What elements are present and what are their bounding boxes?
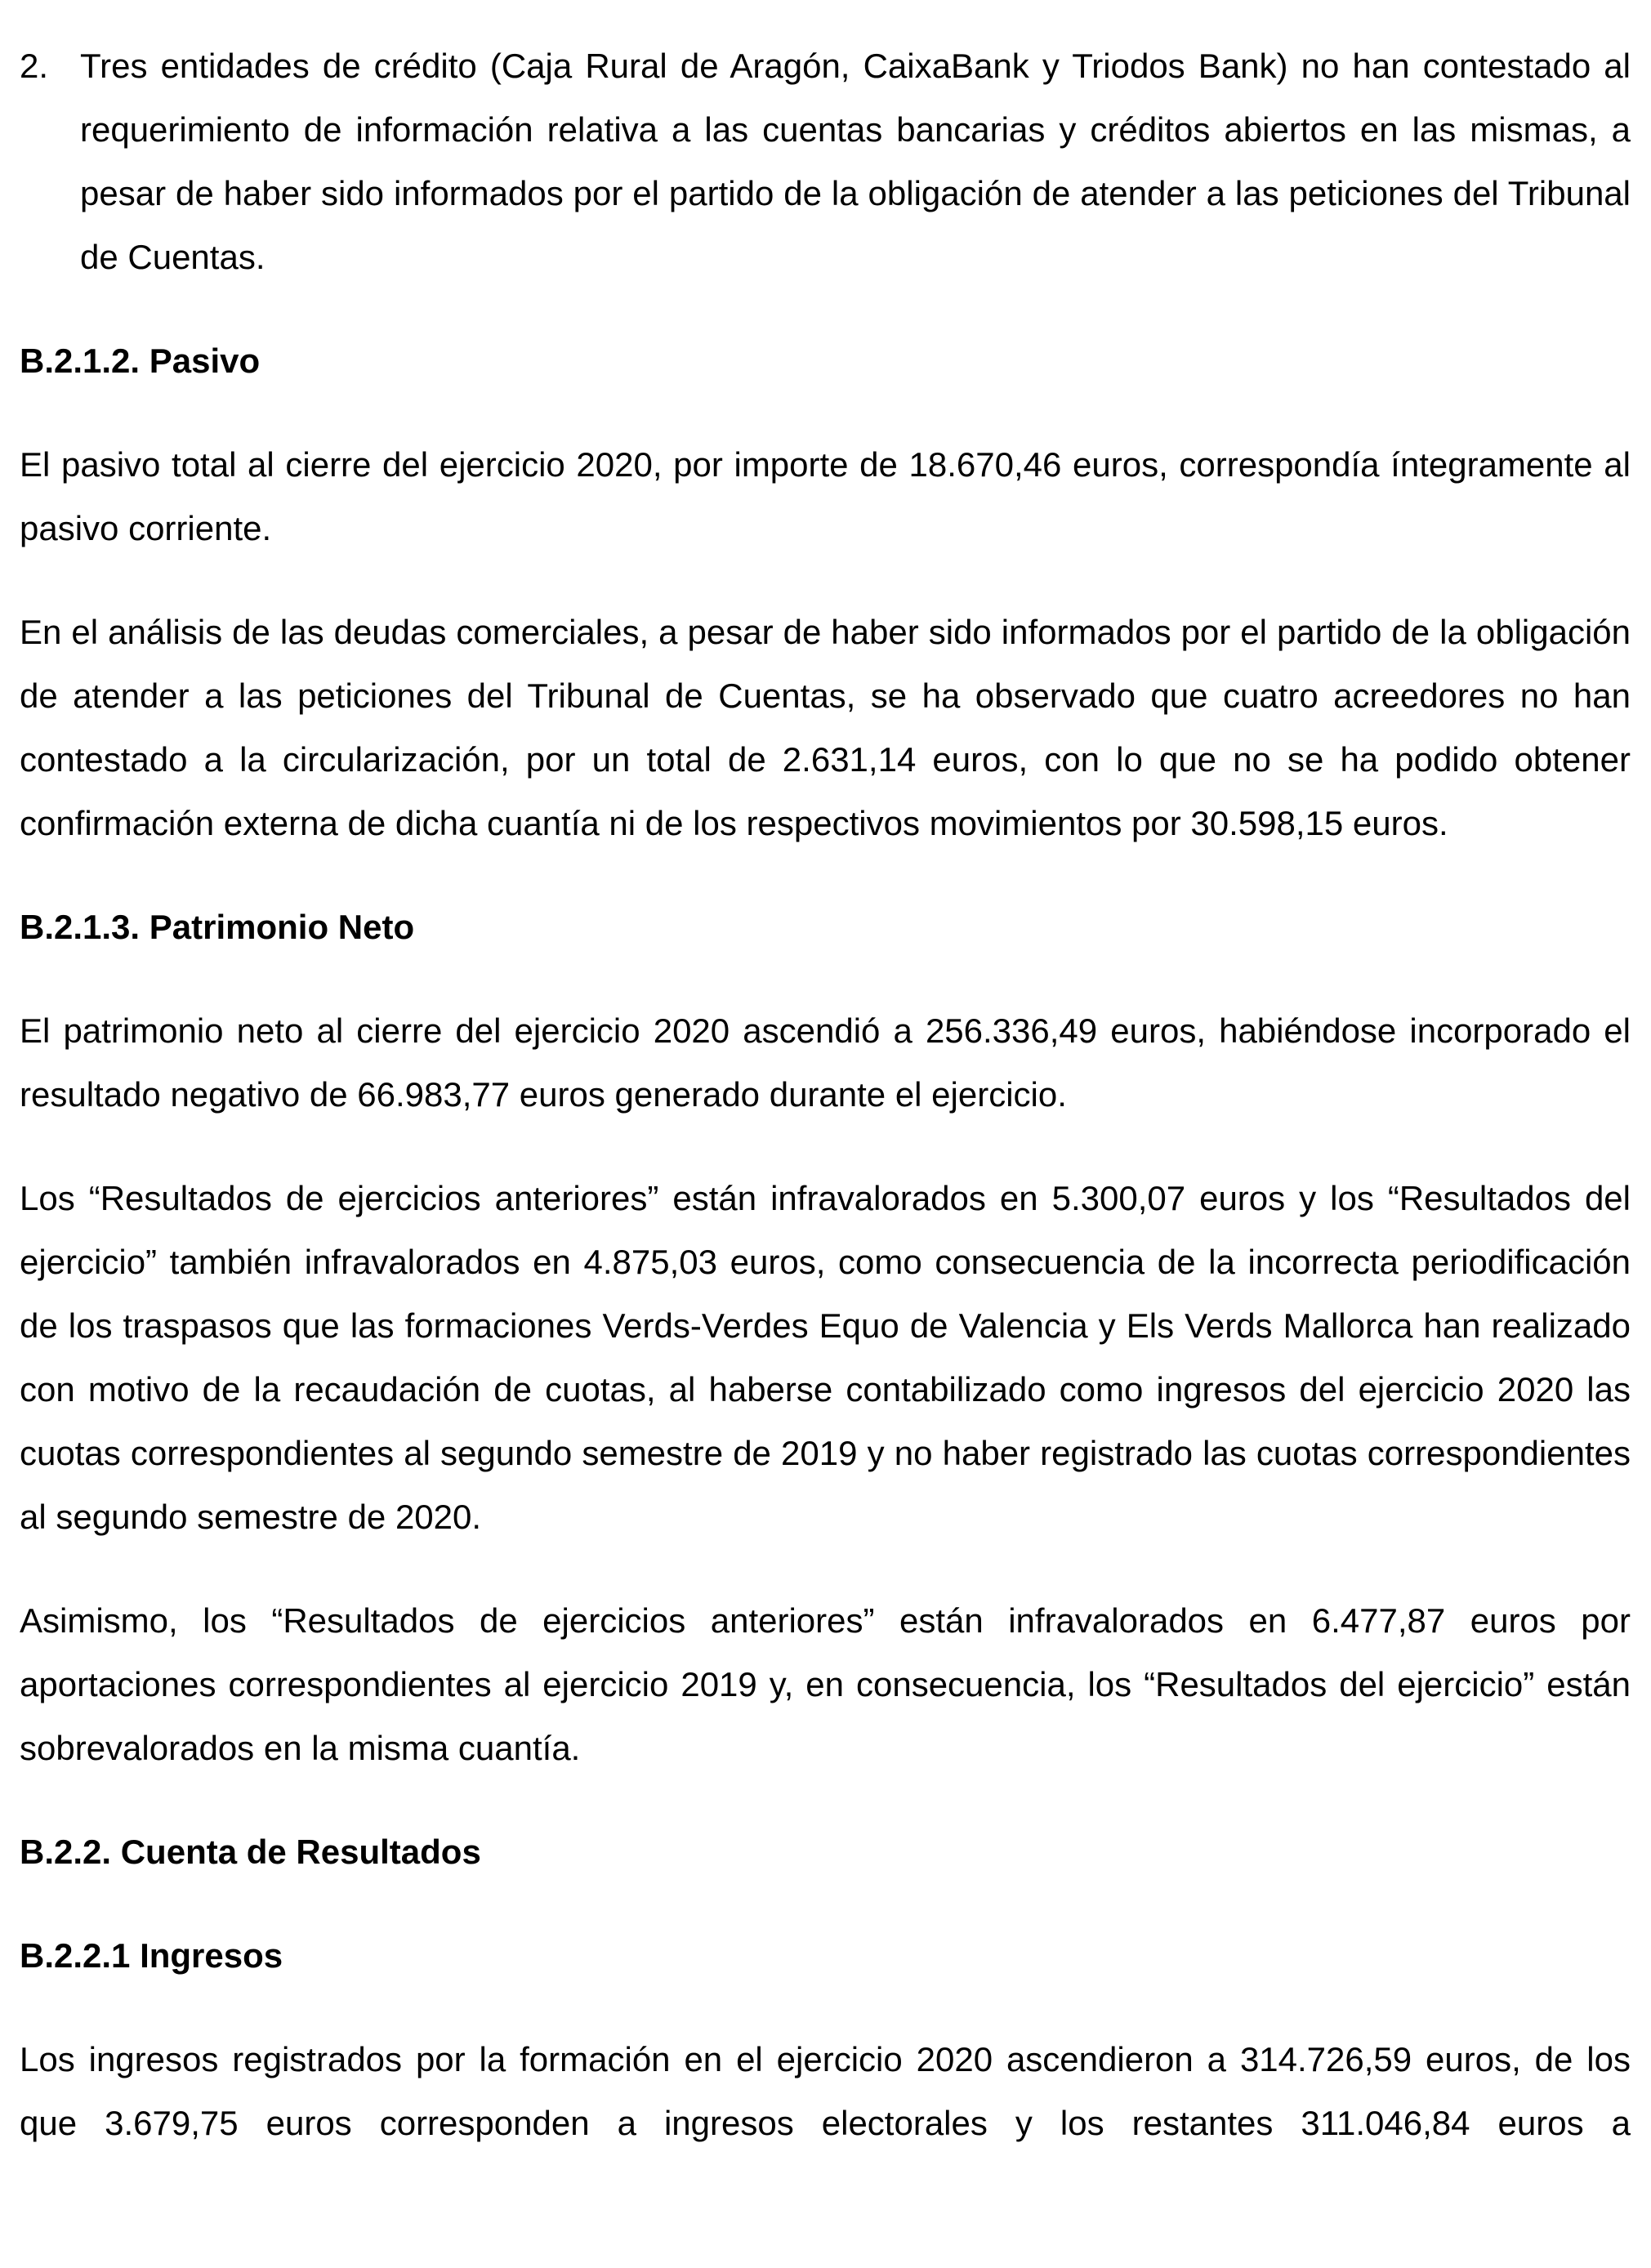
paragraph-pasivo-total: El pasivo total al cierre del ejercicio 2020, por importe de 18.670,46 euros, correspondía íntegramente al pasivo corriente. xyxy=(20,445,1631,547)
paragraph-deudas-comerciales: En el análisis de las deudas comerciales, a pesar de haber sido informados por el partido de la obligación de atender a las peticiones del Tribunal de Cuentas, se ha observado que cuatro acreedores no han contestado a la circularización, por un total de 2.631,14 euros, con lo que no se ha podido obtener confirmación externa de dicha cuantía ni de los respectivos movimientos por 30.598,15 euros. xyxy=(20,613,1631,842)
paragraph-ingresos: Los ingresos registrados por la formación en el ejercicio 2020 ascendieron a 314.726,59 euros, de los que 3.679,75 euros corresponden a ingresos electorales y los restantes 311.046,84 euros a xyxy=(20,2040,1631,2142)
list-item-text: Tres entidades de crédito (Caja Rural de Aragón, CaixaBank y Triodos Bank) no han contestado al requerimiento de información relativa a las cuentas bancarias y créditos abiertos en las mismas, a pesar de haber sido informados por el partido de la obligación de atender a las peticiones del Tribunal de Cuentas. xyxy=(80,47,1631,276)
section-heading-cuenta-resultados: B.2.2. Cuenta de Resultados xyxy=(20,1833,481,1871)
paragraph-aportaciones-2019: Asimismo, los “Resultados de ejercicios anteriores” están infravalorados en 6.477,87 euros por aportaciones correspondientes al ejercicio 2019 y, en consecuencia, los “Resultados del ejercicio” están sobrevalorados en la misma cuantía. xyxy=(20,1601,1631,1767)
section-heading-patrimonio-neto: B.2.1.3. Patrimonio Neto xyxy=(20,908,415,946)
numbered-list-item xyxy=(20,34,1631,289)
section-heading-ingresos: B.2.2.1 Ingresos xyxy=(20,1936,283,1975)
paragraph-patrimonio-neto: El patrimonio neto al cierre del ejercicio 2020 ascendió a 256.336,49 euros, habiéndose incorporado el resultado negativo de 66.983,77 euros generado durante el ejercicio. xyxy=(20,1011,1631,1114)
section-heading-pasivo: B.2.1.2. Pasivo xyxy=(20,342,261,380)
document-page xyxy=(20,34,1631,2155)
list-item-number: 2. xyxy=(20,47,49,85)
paragraph-resultados-infravalorados: Los “Resultados de ejercicios anteriores” están infravalorados en 5.300,07 euros y los “Resultados del ejercicio” también infravalorados en 4.875,03 euros, como consecuencia de la incorrecta periodificación de los traspasos que las formaciones Verds-Verdes Equo de Valencia y Els Verds Mallorca han realizado con motivo de la recaudación de cuotas, al haberse contabilizado como ingresos del ejercicio 2020 las cuotas correspondientes al segundo semestre de 2019 y no haber registrado las cuotas correspondientes al segundo semestre de 2020. xyxy=(20,1179,1631,1536)
